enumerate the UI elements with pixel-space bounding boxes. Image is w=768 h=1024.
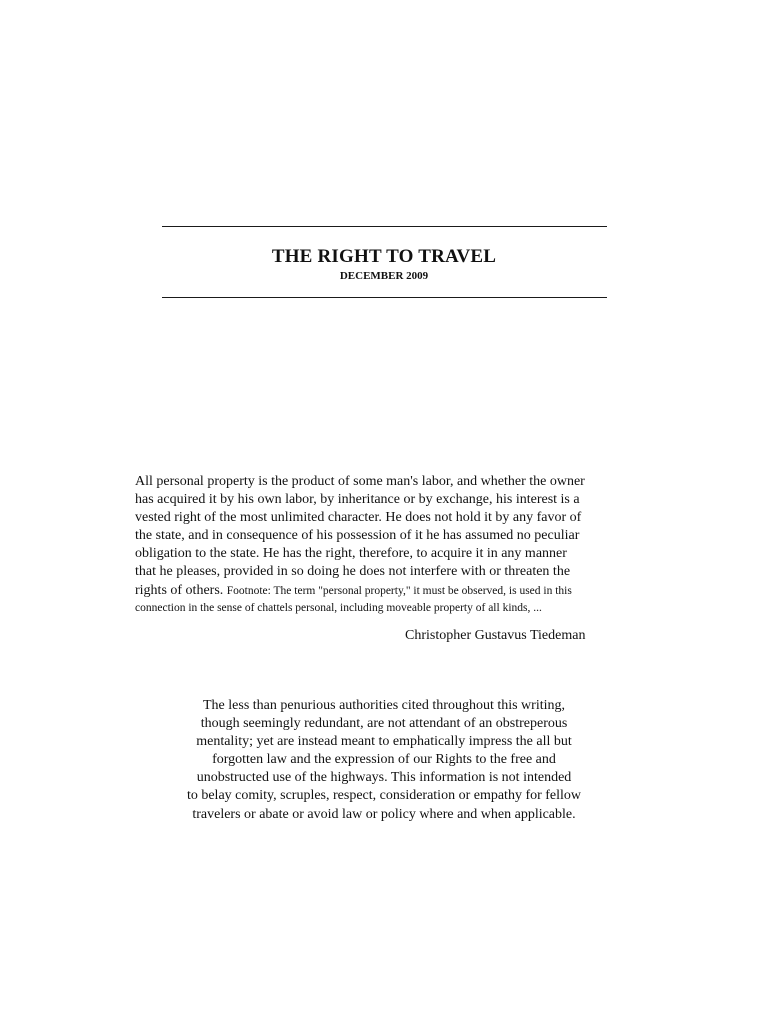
- quote-line: rights of others.: [135, 582, 224, 598]
- quote-line: vested right of the most unlimited character. He does not hold it by any favor of: [135, 510, 582, 526]
- disclaimer-paragraph: [0, 697, 768, 824]
- footnote-text: Footnote: The term "personal property," it must be observed, is used in this: [226, 584, 572, 597]
- footnote-continuation: connection in the sense of chattels personal, including moveable property of all kinds, ...: [135, 601, 542, 614]
- quote-line: the state, and in consequence of his possession of it he has assumed no peculiar: [135, 528, 580, 544]
- quote-line-with-footnote: [135, 582, 635, 600]
- title-rule-top: [162, 226, 607, 227]
- quote-line: obligation to the state. He has the right, therefore, to acquire it in any manner: [135, 546, 567, 562]
- quote-line: has acquired it by his own labor, by inheritance or by exchange, his interest is a: [135, 492, 580, 508]
- disclaimer-line: though seemingly redundant, are not attendant of an obstreperous: [200, 716, 568, 732]
- document-date: DECEMBER 2009: [339, 270, 429, 282]
- disclaimer-line: mentality; yet are instead meant to emphatically impress the all but: [196, 734, 572, 750]
- quote-block: [135, 473, 635, 616]
- disclaimer-line: to belay comity, scruples, respect, consideration or empathy for fellow: [186, 788, 582, 804]
- document-title: THE RIGHT TO TRAVEL: [271, 246, 497, 267]
- title-rule-bottom: [162, 297, 607, 298]
- quote-attribution: Christopher Gustavus Tiedeman: [405, 628, 586, 643]
- disclaimer-line: forgotten law and the expression of our Rights to the free and: [212, 752, 556, 768]
- quote-line: All personal property is the product of some man's labor, and whether the owner: [135, 474, 585, 489]
- quote-line: that he pleases, provided in so doing he does not interfere with or threaten the: [135, 564, 571, 580]
- disclaimer-line: unobstructed use of the highways. This information is not intended: [196, 770, 572, 786]
- disclaimer-line: The less than penurious authorities cited throughout this writing,: [203, 698, 565, 713]
- disclaimer-line: travelers or abate or avoid law or policy where and when applicable.: [192, 806, 576, 822]
